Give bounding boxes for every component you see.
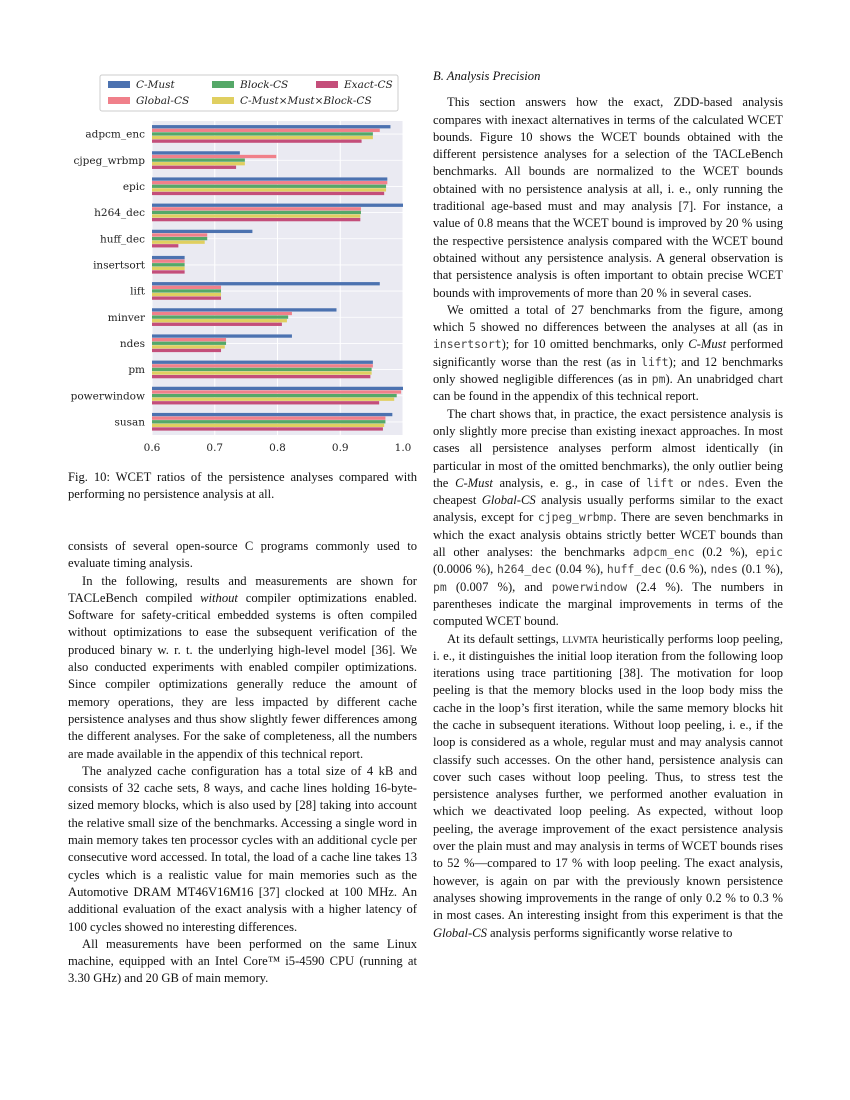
bar xyxy=(152,155,276,158)
paragraph: The chart shows that, in practice, the exact persistence analysis is only slightly more precise than existing inexact approaches. In most cases all persistence analyses perform almost identically (in particular in most of the omitted benchmarks), the only outlier being the C-Must analysis, e. g., in case of lift or ndes. Even the cheapest Global-CS analysis usually performs similar to the exact analysis, except for cjpeg_wrbmp. There are seven benchmarks in which the exact analysis obtains strictly better WCET bounds than all other analyses: the benchmarks adpcm_enc (0.2 %), epic (0.0006 %), h264_dec (0.04 %), huff_dec (0.6 %), ndes (0.1 %), pm (0.007 %), and powerwindow (2.4 %). The numbers in parentheses indicate the marginal improvements in terms of the computed WCET bound. xyxy=(433,406,784,629)
bar xyxy=(152,125,390,128)
legend-swatch xyxy=(212,97,234,104)
y-tick-label: h264_dec xyxy=(94,207,145,220)
bar xyxy=(152,289,221,292)
paragraph: The analyzed cache configuration has a total size of 4 kB and consists of 32 cache sets, 8 ways, and cache lines holding 16-byte-sized memory blocks, which is also used by [28] taking into account the relative small size of the benchmarks. Accessing a single word in main memory takes ten processor cycles with an additional cycle per consecutive word accessed. In total, the load of a cache line takes 13 cycles which is a realistic value for main memories such as the Automotive DRAM MT46V16M16 [37] clocked at 100 MHz. An additional evaluation of the exact analysis with a higher latency of 100 cycles showed no interesting differences. xyxy=(68,763,417,934)
bar xyxy=(152,185,386,188)
legend-swatch xyxy=(316,81,338,88)
bar xyxy=(152,207,361,210)
y-tick-label: insertsort xyxy=(93,259,145,272)
legend-label: C-Must×Must×Block-CS xyxy=(240,95,372,107)
bar xyxy=(152,151,240,154)
bar xyxy=(152,233,207,236)
bar xyxy=(152,387,403,390)
bar xyxy=(152,286,221,289)
bar xyxy=(152,241,205,244)
bar xyxy=(152,204,403,207)
bar xyxy=(152,361,373,364)
legend-label: Block-CS xyxy=(240,79,289,91)
bar xyxy=(152,427,383,430)
bar xyxy=(152,136,373,139)
bar xyxy=(152,398,394,401)
y-tick-label: susan xyxy=(114,416,145,429)
x-tick-label: 0.6 xyxy=(143,442,161,454)
x-tick-label: 1.0 xyxy=(394,442,412,454)
bar xyxy=(152,338,226,341)
bar xyxy=(152,413,392,416)
bar xyxy=(152,218,360,221)
bar xyxy=(152,349,221,352)
bar xyxy=(152,166,236,169)
bar xyxy=(152,267,185,270)
bar xyxy=(152,177,387,180)
bar xyxy=(152,319,287,322)
figure-10 xyxy=(60,72,420,517)
bar xyxy=(152,158,245,161)
bar xyxy=(152,192,384,195)
bar xyxy=(152,270,185,273)
bar xyxy=(152,181,387,184)
bar xyxy=(152,401,379,404)
y-tick-label: ndes xyxy=(119,337,145,350)
y-tick-label: adpcm_enc xyxy=(85,128,145,141)
paragraph: consists of several open-source C programs commonly used to evaluate timing analysis. xyxy=(68,539,417,571)
x-tick-label: 0.8 xyxy=(269,442,286,454)
bar xyxy=(152,260,185,263)
bar xyxy=(152,282,380,285)
bar xyxy=(152,129,380,132)
legend-label: Exact-CS xyxy=(344,79,393,91)
y-tick-label: powerwindow xyxy=(70,390,145,403)
legend-swatch xyxy=(108,97,130,104)
bar xyxy=(152,417,385,420)
legend-label: Global-CS xyxy=(136,95,190,107)
bar xyxy=(152,296,221,299)
wcet-ratio-chart xyxy=(60,72,420,467)
bar xyxy=(152,420,385,423)
bar xyxy=(152,308,336,311)
paragraph: At its default settings, llvmta heuristically performs loop peeling, i. e., it distinguishes the initial loop iteration from the following loop iterations using trace partitioning [38]. The motivation for loop peeling is that the memory blocks used in the loop body miss the cache in the loop’s first iteration, while the same memory blocks hit the cache in subsequent iterations. Without loop peeling, i. e., if the loop is considered as a whole, regular must and may analysis cannot classify such accesses. On the other hand, persistence analysis can cover such cases without loop peeling. Thus, to stress test the persistence analyses further, we performed another evaluation in which we deactivated loop peeling. As expected, without loop peeling, the average improvement of the exact persistence analysis over the plain must and may analysis in terms of WCET bounds rises to 52 %—compared to 17 % with loop peeling. The exact analysis, however, is again on par with the previously known persistence analyses showing improvements in the range of only 0.2 % to 0.3 % in most cases. An interesting insight from this experiment is that the Global-CS analysis performs significantly worse relative to xyxy=(433,631,783,940)
bar xyxy=(152,371,372,374)
left-column xyxy=(68,538,417,988)
bar xyxy=(152,132,373,135)
figure-caption: Fig. 10: WCET ratios of the persistence analyses compared with performing no persistence analysis at all. xyxy=(68,470,417,501)
bar xyxy=(152,334,292,337)
x-tick-label: 0.7 xyxy=(206,442,224,454)
paragraph: All measurements have been performed on the same Linux machine, equipped with an Intel Core™ i5-4590 CPU (running at 3.30 GHz) and 20 GB of main memory. xyxy=(68,936,417,986)
bar xyxy=(152,364,373,367)
bar xyxy=(152,345,225,348)
bar xyxy=(152,256,185,259)
bar xyxy=(152,211,361,214)
bar xyxy=(152,315,288,318)
bar xyxy=(152,162,245,165)
bar xyxy=(152,342,226,345)
bar xyxy=(152,375,370,378)
bar xyxy=(152,293,221,296)
bar xyxy=(152,312,292,315)
y-tick-label: lift xyxy=(130,285,145,298)
bar xyxy=(152,263,185,266)
bar xyxy=(152,390,401,393)
paragraph: This section answers how the exact, ZDD-based analysis compares with inexact alternatives in terms of the calculated WCET bounds. Figure 10 shows the WCET bounds obtained with the different persistence analyses for a selection of the TACLeBench benchmarks. All bounds are normalized to the WCET bounds obtained with no persistence analysis at all, i. e., only running the traditional age-based must and may analysis [7]. For instance, a value of 0.8 means that the WCET bound is improved by 20 % using the respective persistence analysis compared with the WCET bound obtained without any persistence analysis. A general observation is that persistence analysis is often important to obtain precise WCET bounds with improvements of more than 20 % in several cases. xyxy=(433,95,783,300)
bar xyxy=(152,244,178,247)
y-tick-label: cjpeg_wrbmp xyxy=(73,154,145,167)
bar xyxy=(152,368,372,371)
bar xyxy=(152,237,207,240)
bar xyxy=(152,188,386,191)
section-heading: B. Analysis Precision xyxy=(433,69,541,83)
legend-label: C-Must xyxy=(136,79,175,91)
bar xyxy=(152,424,384,427)
paragraph: In the following, results and measurements are shown for TACLeBench compiled without compiler optimizations enabled. Software for safety-critical embedded systems is often compiled without optimizations to ease the subsequent verification of the produced binary w. r. t. the underlying high-level model [36]. We also conducted experiments with enabled compiler optimizations. Since compiler optimizations generally reduce the amount of memory operations, they are less impacted by different cache persistence analyses and thus show slightly fewer differences among the different analyses. For the sake of completeness, all the numbers are made available in the appendix of this technical report. xyxy=(68,573,418,761)
y-tick-label: pm xyxy=(128,364,145,377)
x-tick-label: 0.9 xyxy=(331,442,349,454)
bar xyxy=(152,139,362,142)
y-tick-label: epic xyxy=(122,180,145,193)
legend-swatch xyxy=(212,81,234,88)
y-tick-label: huff_dec xyxy=(99,233,145,246)
bar xyxy=(152,214,360,217)
bar xyxy=(152,323,282,326)
paragraph: We omitted a total of 27 benchmarks from the figure, among which 5 showed no differences between the analyses at all (as in insertsort); for 10 omitted benchmarks, only C-Must performed significantly worse than the rest (as in lift); and 12 benchmarks only showed negligible differences (as in pm). An unabridged chart can be found in the appendix of this technical report. xyxy=(433,302,783,404)
bar xyxy=(152,230,252,233)
right-column xyxy=(433,68,783,942)
bar xyxy=(152,394,397,397)
legend-swatch xyxy=(108,81,130,88)
y-tick-label: minver xyxy=(107,311,145,324)
